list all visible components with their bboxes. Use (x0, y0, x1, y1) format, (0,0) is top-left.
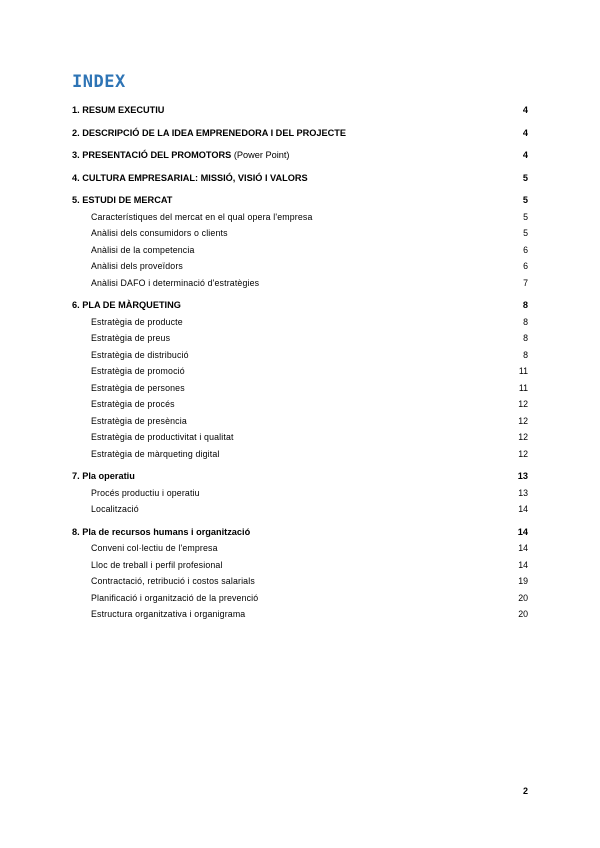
toc-page-number: 5 (523, 211, 528, 222)
toc-subsection-label: Estratègia de presència (91, 415, 187, 426)
toc-page-number: 8 (522, 300, 528, 310)
toc-section-label-extra: (Power Point) (231, 150, 290, 160)
toc-subsection-label: Estratègia de promoció (91, 366, 185, 376)
toc-page-number: 12 (518, 399, 528, 409)
toc-subsection[interactable] (72, 242, 528, 259)
toc-section-label: 2. DESCRIPCIÓ DE LA IDEA EMPRENEDORA I DEL PROJECTE (72, 127, 346, 138)
toc-subsection[interactable] (72, 429, 528, 446)
toc-subsection[interactable] (72, 606, 528, 623)
toc-page-number: 4 (522, 105, 528, 115)
toc-page-number: 14 (518, 504, 528, 514)
toc-page-number: 20 (518, 592, 528, 603)
toc-subsection-label: Estratègia de producte (91, 316, 183, 327)
toc-subsection-label: Estructura organitzativa i organigrama (91, 609, 246, 619)
toc-section-4[interactable] (72, 170, 528, 187)
toc-page-number: 13 (518, 487, 528, 498)
toc-subsection[interactable] (72, 314, 528, 331)
toc-subsection-label: Planificació i organització de la prevenció (91, 592, 259, 603)
toc-subsection-label: Conveni col·lectiu de l'empresa (91, 543, 218, 553)
toc-subsection-label: Localització (91, 504, 139, 514)
toc-subsection[interactable] (72, 209, 528, 226)
toc-section-label: 4. CULTURA EMPRESARIAL: MISSIÓ, VISIÓ I VALORS (72, 172, 308, 183)
toc-page-number: 11 (518, 366, 528, 376)
toc-page-number: 4 (522, 150, 528, 160)
toc-page-number: 8 (523, 316, 528, 327)
toc-subsection[interactable] (72, 501, 528, 518)
toc-page-number: 14 (518, 559, 528, 570)
toc-page-number: 19 (518, 576, 528, 586)
toc-subsection[interactable] (72, 363, 528, 380)
toc-page-number: 5 (522, 172, 528, 183)
toc-page-number: 7 (523, 277, 528, 288)
toc-page-number: 4 (522, 127, 528, 138)
toc-section-1[interactable] (72, 102, 528, 119)
toc-subsection[interactable] (72, 225, 528, 242)
toc-page-number: 6 (523, 244, 528, 255)
toc-section-3[interactable] (72, 147, 528, 164)
toc-subsection[interactable] (72, 330, 528, 347)
toc-section-6[interactable] (72, 297, 528, 314)
toc-section-2[interactable] (72, 125, 528, 142)
toc-subsection-label: Estratègia de màrqueting digital (91, 448, 220, 459)
toc-subsection-label: Estratègia de persones (91, 382, 185, 393)
toc-page-number: 14 (518, 543, 528, 553)
toc-section-label: 5. ESTUDI DE MERCAT (72, 195, 173, 205)
toc-subsection[interactable] (72, 396, 528, 413)
toc-subsection[interactable] (72, 347, 528, 364)
toc-subsection[interactable] (72, 590, 528, 607)
toc-subsection-label: Contractació, retribució i costos salarials (91, 576, 255, 586)
toc-page-number: 14 (517, 526, 528, 537)
toc-subsection[interactable] (72, 275, 528, 292)
toc-subsection[interactable] (72, 485, 528, 502)
toc-subsection-label: Característiques del mercat en el qual opera l'empresa (91, 211, 313, 222)
toc-page-number: 13 (517, 471, 528, 481)
toc-subsection-label: Procés productiu i operatiu (91, 487, 200, 498)
toc-subsection[interactable] (72, 573, 528, 590)
toc-section-label: 8. Pla de recursos humans i organització (72, 526, 251, 537)
toc-section-label: 6. PLA DE MÀRQUETING (72, 300, 181, 310)
toc-page-number: 6 (523, 261, 528, 271)
toc-subsection[interactable] (72, 380, 528, 397)
toc-page-number: 5 (522, 195, 528, 205)
toc-subsection[interactable] (72, 540, 528, 557)
toc-section-label: 3. PRESENTACIÓ DEL PROMOTORS (72, 150, 232, 160)
toc-subsection[interactable] (72, 413, 528, 430)
toc-subsection-label: Anàlisi de la competencia (91, 244, 195, 255)
toc-subsection-label: Estratègia de procés (91, 399, 175, 409)
toc-subsection-label: Anàlisi DAFO i determinació d'estratègies (91, 277, 260, 288)
toc-section-label: 7. Pla operatiu (72, 471, 135, 481)
toc-subsection-label: Anàlisi dels consumidors o clients (91, 228, 228, 238)
toc-page-number: 12 (518, 448, 528, 459)
toc-page-number: 12 (518, 415, 528, 426)
toc-subsection-label: Estratègia de productivitat i qualitat (91, 432, 234, 442)
toc-subsection[interactable] (72, 557, 528, 574)
toc-page-number: 20 (518, 609, 528, 619)
toc-section-7[interactable] (72, 468, 528, 485)
toc-subsection[interactable] (72, 258, 528, 275)
toc-subsection[interactable] (72, 446, 528, 463)
index-title: INDEX (72, 72, 126, 92)
toc-section-8[interactable] (72, 524, 528, 541)
table-of-contents (72, 102, 528, 623)
toc-section-5[interactable] (72, 192, 528, 209)
toc-subsection-label: Estratègia de distribució (91, 349, 189, 360)
toc-page-number: 12 (518, 432, 528, 442)
toc-page-number: 8 (523, 349, 528, 360)
toc-section-label: 1. RESUM EXECUTIU (72, 105, 165, 115)
toc-subsection-label: Lloc de treball i perfil profesional (91, 559, 223, 570)
page-number: 2 (522, 786, 528, 796)
toc-subsection-label: Estratègia de preus (91, 333, 171, 343)
toc-page-number: 8 (523, 333, 528, 343)
toc-page-number: 11 (518, 382, 528, 393)
toc-subsection-label: Anàlisi dels proveïdors (91, 261, 183, 271)
toc-page-number: 5 (523, 228, 528, 238)
